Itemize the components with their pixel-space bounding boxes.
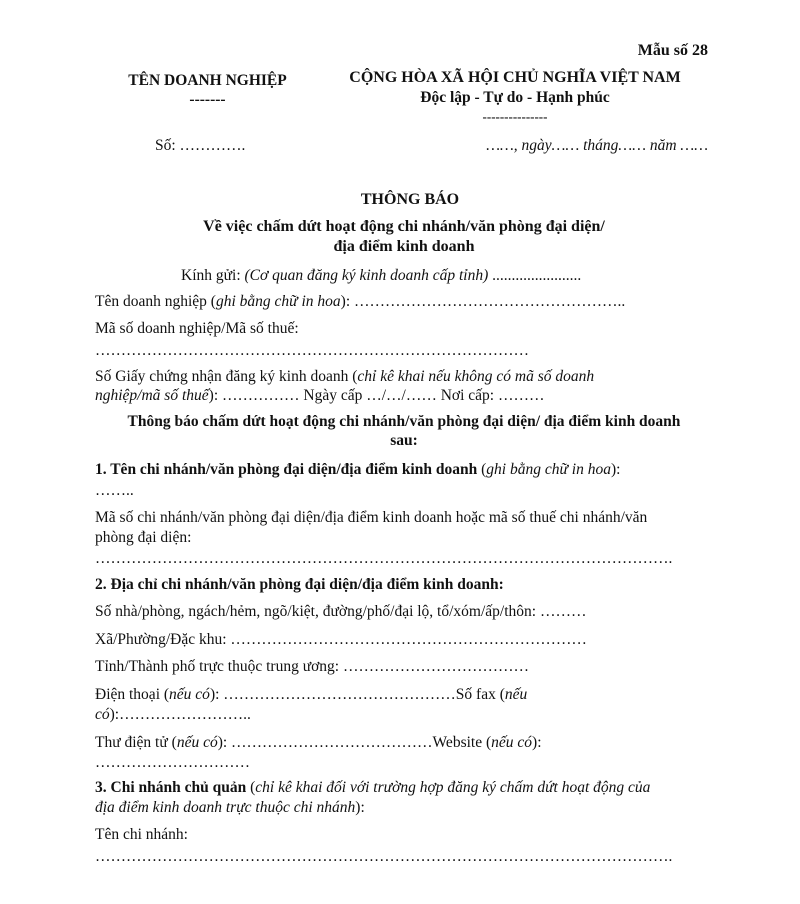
company-rule: ------- xyxy=(189,91,226,108)
company-name-note: ghi bằng chữ in hoa xyxy=(215,293,341,310)
notice-subtitle-1: Về việc chấm dứt hoạt động chi nhánh/văn phòng đại diện/ xyxy=(203,218,605,235)
email-note: nếu có xyxy=(176,734,218,751)
phone-dots: ): ………………………………………Số fax ( xyxy=(209,686,505,703)
date-line: ……, ngày…… tháng…… năm …… xyxy=(486,137,708,154)
republic-title: CỘNG HÒA XÃ HỘI CHỦ NGHĨA VIỆT NAM xyxy=(349,69,681,86)
registration-line-1 xyxy=(95,368,594,386)
motto-rule: --------------- xyxy=(482,109,548,124)
email-label: Thư điện tử ( xyxy=(95,734,177,751)
section-1-dots: …….. xyxy=(95,482,134,499)
section-3-heading-line xyxy=(95,779,650,797)
phone-note: nếu có xyxy=(169,686,210,703)
registration-note-2: nghiệp/mã số thuế xyxy=(95,387,209,404)
section-3-note-line-2 xyxy=(95,799,365,817)
section-1-paren-close: ): xyxy=(610,461,621,478)
section-1-heading: 1. Tên chi nhánh/văn phòng đại diện/địa điểm kinh doanh xyxy=(95,461,478,478)
section-1-heading-line xyxy=(95,461,620,479)
phone-fax-line-1 xyxy=(95,686,527,704)
branch-code-line-1: Mã số chi nhánh/văn phòng đại diện/địa điểm kinh doanh hoặc mã số thuế chi nhánh/văn xyxy=(95,509,648,526)
website-note: nếu có xyxy=(491,734,533,751)
street-line: Số nhà/phòng, ngách/hẻm, ngõ/kiệt, đường/phố/đại lộ, tổ/xóm/ấp/thôn: ……… xyxy=(95,603,587,620)
notice-statement-2: sau: xyxy=(390,432,418,449)
recipient-value: (Cơ quan đăng ký kinh doanh cấp tỉnh) xyxy=(244,267,489,284)
company-name-dots: ): …………………………………………….. xyxy=(340,293,626,310)
registration-line-2 xyxy=(95,387,544,405)
province-line: Tỉnh/Thành phố trực thuộc trung ương: ……………………………… xyxy=(95,658,529,675)
company-name-line xyxy=(95,293,625,311)
registration-note-1: chỉ kê khai nếu không có mã số doanh xyxy=(357,368,595,385)
fax-note-2: có xyxy=(95,706,110,723)
recipient-line xyxy=(181,267,581,285)
website-paren-close: ): xyxy=(532,734,542,751)
ward-line: Xã/Phường/Đặc khu: …………………………………………………………… xyxy=(95,631,587,648)
email-website-line xyxy=(95,734,542,752)
registration-label: Số Giấy chứng nhận đăng ký kinh doanh ( xyxy=(95,368,358,385)
form-number: Mẫu số 28 xyxy=(637,42,708,59)
registration-dots: ): …………… Ngày cấp …/…/…… Nơi cấp: ……… xyxy=(208,387,545,404)
branch-name-dots: …………………………………………………………………………………………………. xyxy=(95,848,673,865)
fax-dots: ):…………………….. xyxy=(109,706,251,723)
section-3-note-2: địa điểm kinh doanh trực thuộc chi nhánh xyxy=(95,799,356,816)
section-3-heading: 3. Chi nhánh chủ quản xyxy=(95,779,247,796)
phone-label: Điện thoại ( xyxy=(95,686,170,703)
tax-code-dots: ………………………………………………………………………… xyxy=(95,342,529,359)
section-3-paren-open: ( xyxy=(246,779,256,796)
phone-fax-line-2 xyxy=(95,706,251,724)
section-3-note-1: chỉ kê khai đối với trường hợp đăng ký chấm dứt hoạt động của xyxy=(255,779,651,796)
tax-code-label: Mã số doanh nghiệp/Mã số thuế: xyxy=(95,320,299,337)
branch-code-line-2: phòng đại diện: xyxy=(95,529,192,546)
company-name-label: Tên doanh nghiệp ( xyxy=(95,293,216,310)
branch-name-label: Tên chi nhánh: xyxy=(95,826,188,843)
branch-code-dots: …………………………………………………………………………………………………. xyxy=(95,550,673,567)
section-1-note: ghi bằng chữ in hoa xyxy=(486,461,611,478)
motto: Độc lập - Tự do - Hạnh phúc xyxy=(420,89,610,106)
recipient-label: Kính gửi: xyxy=(181,267,245,284)
fax-note-1: nếu xyxy=(504,686,528,703)
recipient-dots: ....................... xyxy=(488,267,582,284)
company-label: TÊN DOANH NGHIỆP xyxy=(128,72,287,89)
section-3-paren-close: ): xyxy=(355,799,365,816)
notice-title: THÔNG BÁO xyxy=(360,191,460,208)
document-number: Số: …………. xyxy=(155,137,246,154)
section-1-paren-open: ( xyxy=(477,461,487,478)
notice-statement-1: Thông báo chấm dứt hoạt động chi nhánh/văn phòng đại diện/ địa điểm kinh doanh xyxy=(127,413,681,430)
website-dots: ………………………… xyxy=(95,754,250,771)
email-dots: ): …………………………………Website ( xyxy=(217,734,492,751)
section-2-heading: 2. Địa chỉ chi nhánh/văn phòng đại diện/địa điểm kinh doanh: xyxy=(95,576,504,593)
notice-subtitle-2: địa điểm kinh doanh xyxy=(333,238,475,255)
